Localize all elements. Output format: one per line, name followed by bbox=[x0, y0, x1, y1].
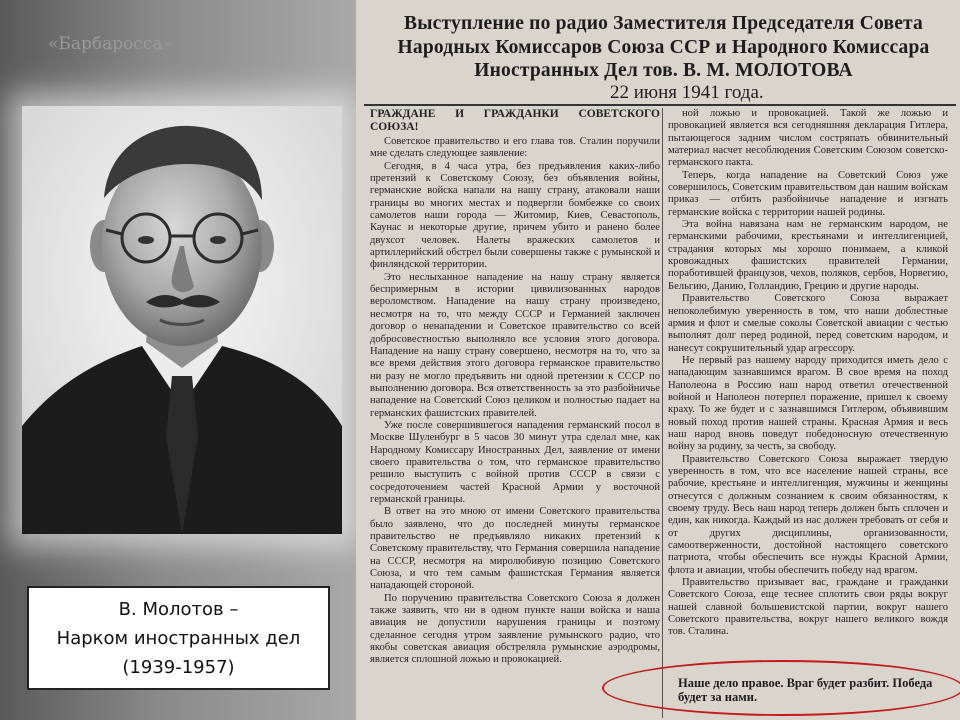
headline-rule bbox=[364, 104, 956, 106]
paragraph: Советское правительство и его глава тов. Сталин поручили мне сделать следующее заявление: bbox=[370, 136, 660, 160]
caption-box bbox=[27, 586, 330, 690]
text-column-left bbox=[370, 108, 660, 667]
paragraph: Правительство Советского Союза выражает твердую уверенность в том, что все население нашей страны, все рабочие, крестьяне и интеллигенция, мужчины и женщины отнесутся с должным сознанием к своим обязанностям, к своему труду. Весь наш народ теперь должен быть сплочен и един, как никогда. Каждый из нас должен требовать от себя и от других дисциплины, организованности, самоотверженности, достойной настоящего советского патриота, чтобы обеспечить все нужды Красной Армии, флота и авиации, чтобы обеспечить победу над врагом. bbox=[668, 453, 948, 576]
paragraph: Правительство Советского Союза выражает непоколебимую уверенность в том, что наши доблестные армия и флот и смелые соколы Советской авиации с честью выполнят долг перед родиной, перед советским народом, и нанесут сокрушительный удар агрессору. bbox=[668, 293, 948, 354]
closing-slogan: Наше дело правое. Враг будет разбит. Победа будет за нами. bbox=[678, 676, 933, 704]
slide-title: «Барбаросса» bbox=[48, 34, 173, 54]
caption-line-position: Нарком иностранных дел bbox=[56, 627, 301, 649]
greeting: ГРАЖДАНЕ И ГРАЖДАНКИ СОВЕТСКОГО СОЮЗА! bbox=[370, 108, 660, 133]
portrait-photo bbox=[22, 106, 342, 534]
paragraph: Уже после совершившегося нападения германский посол в Москве Шуленбург в 5 часов 30 минут утра сделал мне, как Народному Комиссару Иностранных Дел, заявление от имени своего правительства о том, что германское правительство решило выступить с войной против СССР в связи с сосредоточением частей Красной Армии у восточной германской границы. bbox=[370, 419, 660, 505]
portrait-image bbox=[22, 106, 342, 534]
paragraph: ной ложью и провокацией. Такой же ложью и провокацией является вся сегодняшняя декларация Гитлера, пытающегося задним числом состряпать обвинительный материал насчет несоблюдения Советским Союзом советско-германского пакта. bbox=[668, 108, 948, 169]
paragraph: Сегодня, в 4 часа утра, без предъявления каких-либо претензий к Советскому Союзу, без объявления войны, германские войска напали на нашу страну, атаковали наши границы во многих местах и подвергли бомбежке со своих самолетов наши города — Житомир, Киев, Севастополь, Каунас и некоторые другие, причем убито и ранено более двухсот человек. Налеты вражеских самолетов и артиллерийский обстрел были совершены также с румынской и финляндской территории. bbox=[370, 160, 660, 271]
caption-line-name: В. Молотов – bbox=[118, 598, 239, 620]
paragraph: Теперь, когда нападение на Советский Союз уже совершилось, Советским правительством дан нашим войскам приказ — отбить разбойничье нападение и изгнать германские войска с территории нашей родины. bbox=[668, 169, 948, 218]
red-highlight-ellipse bbox=[602, 660, 960, 716]
paragraph: Эта война навязана нам не германским народом, не германскими рабочими, крестьянами и интеллигенцией, страдания которых мы хорошо понимаем, а кликой кровожадных фашистских правителей Германии, поработившей французов, чехов, поляков, сербов, Норвегию, Бельгию, Данию, Голландию, Грецию и другие народы. bbox=[668, 219, 948, 292]
paragraph: По поручению правительства Советского Союза я должен также заявить, что ни в одном пункте наши войска и наша авиация не допустили нарушения границы и поэтому сделанное сегодня утром заявление румынского радио, что якобы советская авиация обстреляла румынские аэродромы, является сплошной ложью и провокацией. bbox=[370, 592, 660, 666]
paragraph: Это неслыханное нападение на нашу страну является беспримерным в истории цивилизованных народов вероломством. Нападение на нашу страну произведено, несмотря на то, что между СССР и Германией заключен договор о ненападении и Советское правительство со всей добросовестностью выполняло все условия этого договора. Нападение на нашу страну совершено, несмотря на то, что за все время действия этого договора германское правительство ни разу не могло предъявить ни одной претензии к СССР по выполнению договора. Вся ответственность за это разбойничье нападение на Советский Союз целиком и полностью падает на германских фашистских правителей. bbox=[370, 271, 660, 419]
paragraph: Не первый раз нашему народу приходится иметь дело с нападающим зазнавшимся врагом. В свое время на поход Наполеона в Россию наш народ ответил отечественной войной и Наполеон потерпел поражение, пришел к своему краху. То же будет и с зазнавшимся Гитлером, объявившим новый поход против нашей страны. Красная Армия и весь наш народ вновь поведут победоносную отечественную войну за родину, за честь, за свободу. bbox=[668, 354, 948, 453]
paragraph: Правительство призывает вас, граждане и гражданки Советского Союза, еще теснее сплотить свои ряды вокруг нашей славной большевистской партии, вокруг нашего Советского правительства, вокруг нашего великого вождя тов. Сталина. bbox=[668, 577, 948, 638]
paragraph: В ответ на это мною от имени Советского правительства было заявлено, что до последней минуты германское правительство не предъявляло никаких претензий к Советскому правительству, что Германия совершила нападение на СССР, несмотря на миролюбивую позицию Советского Союза, и что тем самым фашистская Германия является нападающей стороной. bbox=[370, 506, 660, 592]
clipping-date: 22 июня 1941 года. bbox=[610, 82, 764, 103]
clipping-headline: Выступление по радио Заместителя Председателя Совета Народных Комиссаров Союза ССР и Народного Комиссара Иностранных Дел тов. В. М. МОЛОТОВА bbox=[397, 13, 930, 81]
text-column-right bbox=[668, 108, 948, 639]
caption-line-years: (1939-1957) bbox=[122, 656, 235, 678]
column-divider bbox=[662, 108, 663, 718]
newspaper-clipping bbox=[356, 0, 960, 720]
